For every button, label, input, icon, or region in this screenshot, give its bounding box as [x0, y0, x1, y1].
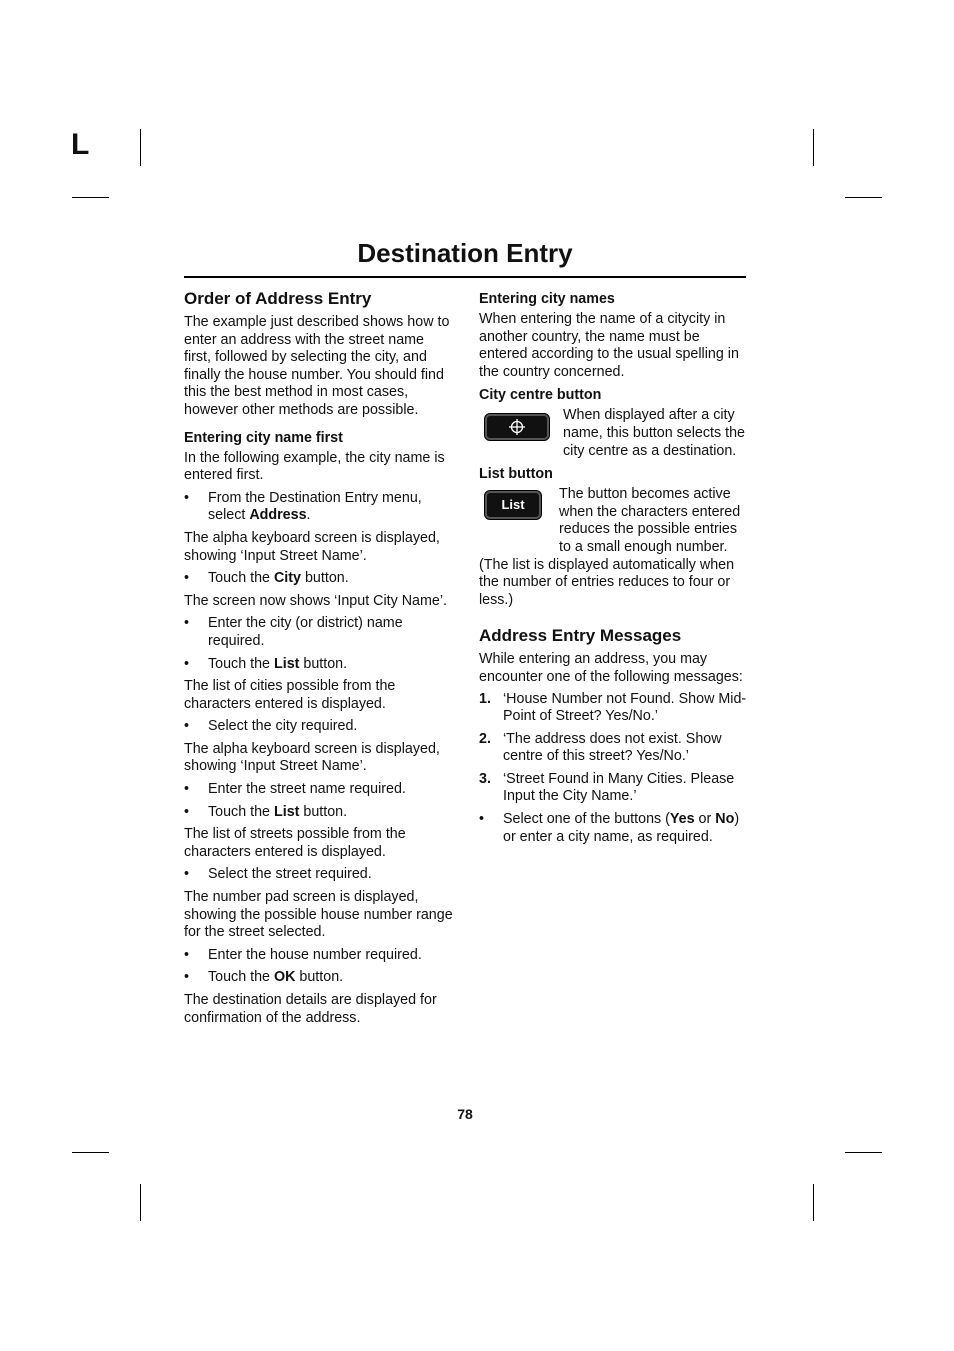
step-list [184, 718, 454, 736]
message-item: 1. ‘House Number not Found. Show Mid-Point of Street? Yes/No.’ [479, 690, 747, 725]
paragraph: While entering an address, you may encounter one of the following messages: [479, 651, 743, 685]
city-centre-row [479, 407, 747, 460]
step-list [184, 615, 454, 673]
paragraph: The screen now shows ‘Input City Name’. [184, 592, 448, 609]
title-divider [184, 276, 746, 278]
crop-mark [140, 129, 141, 166]
message-item: 2. ‘The address does not exist. Show centre of this street? Yes/No.’ [479, 730, 722, 765]
list-button-row [479, 486, 747, 556]
list-item: • Select the city required. [184, 718, 358, 735]
crop-mark [813, 129, 814, 166]
list-item: • Touch the City button. [184, 570, 349, 587]
section-heading: Order of Address Entry [184, 289, 372, 308]
crop-mark [845, 1152, 882, 1153]
city-centre-button [485, 414, 549, 440]
list-button-label: List [501, 497, 525, 513]
list-item: • Enter the city (or district) name required. [184, 615, 403, 649]
crop-mark [813, 1184, 814, 1221]
paragraph: The list of cities possible from the characters entered is displayed. [184, 678, 396, 712]
page-title: Destination Entry [357, 238, 573, 268]
section-letter: L [71, 128, 90, 161]
crop-mark [72, 1152, 109, 1153]
crop-mark [845, 197, 882, 198]
left-column [184, 288, 454, 1032]
section-heading: Address Entry Messages [479, 626, 682, 646]
paragraph: The alpha keyboard screen is displayed, showing ‘Input Street Name’. [184, 740, 440, 775]
list-item: • From the Destination Entry menu, select Address. [184, 489, 422, 524]
paragraph: The list of streets possible from the characters entered is displayed. [184, 826, 406, 860]
page-number: 78 [457, 1106, 473, 1122]
paragraph: In the following example, the city name is entered first. [184, 449, 445, 484]
paragraph: (The list is displayed automatically when the number of entries reduces to four or less.) [479, 556, 735, 608]
paragraph: The button becomes active when the characters entered reduces the possible entries to a small enough number. [559, 486, 741, 555]
message-list [479, 691, 747, 807]
intro-paragraph: The example just described shows how to enter an address with the street name first, followed by selecting the city, and finally the house number. You should find this the best method in most cases, however other methods are possible. [184, 314, 450, 418]
list-item: • Touch the List button. [184, 803, 348, 820]
step-list [184, 866, 454, 884]
message-item: 3. ‘Street Found in Many Cities. Please Input the City Name.’ [479, 770, 735, 805]
list-item: • Select the street required. [184, 866, 372, 883]
list-item: • Enter the house number required. [184, 946, 422, 963]
list-item: • Enter the street name required. [184, 781, 406, 798]
crop-mark [72, 197, 109, 198]
subheading: Entering city names [479, 291, 615, 307]
step-list [184, 570, 454, 588]
paragraph: When entering the name of a citycity in another country, the name must be entered according to the usual spelling in the country concerned. [479, 311, 739, 380]
crosshair-icon [508, 418, 526, 436]
subheading: Entering city name first [184, 429, 343, 446]
list-button [485, 491, 541, 519]
step-list [184, 947, 454, 987]
paragraph: The destination details are displayed for confirmation of the address. [184, 992, 437, 1026]
crop-mark [140, 1184, 141, 1221]
paragraph: The number pad screen is displayed, showing the possible house number range for the street selected. [184, 889, 453, 941]
step-list [184, 781, 454, 821]
list-item: • Select one of the buttons (Yes or No) or enter a city name, as required. [479, 811, 740, 845]
subheading: City centre button [479, 387, 602, 404]
list-item: • Touch the OK button. [184, 969, 344, 986]
list-item: • Touch the List button. [184, 655, 348, 672]
subheading: List button [479, 466, 553, 483]
paragraph: The alpha keyboard screen is displayed, showing ‘Input Street Name’. [184, 529, 440, 564]
step-list [479, 811, 747, 846]
paragraph: When displayed after a city name, this button selects the city centre as a destination. [563, 407, 745, 459]
right-column [479, 290, 747, 851]
step-list [184, 490, 454, 525]
